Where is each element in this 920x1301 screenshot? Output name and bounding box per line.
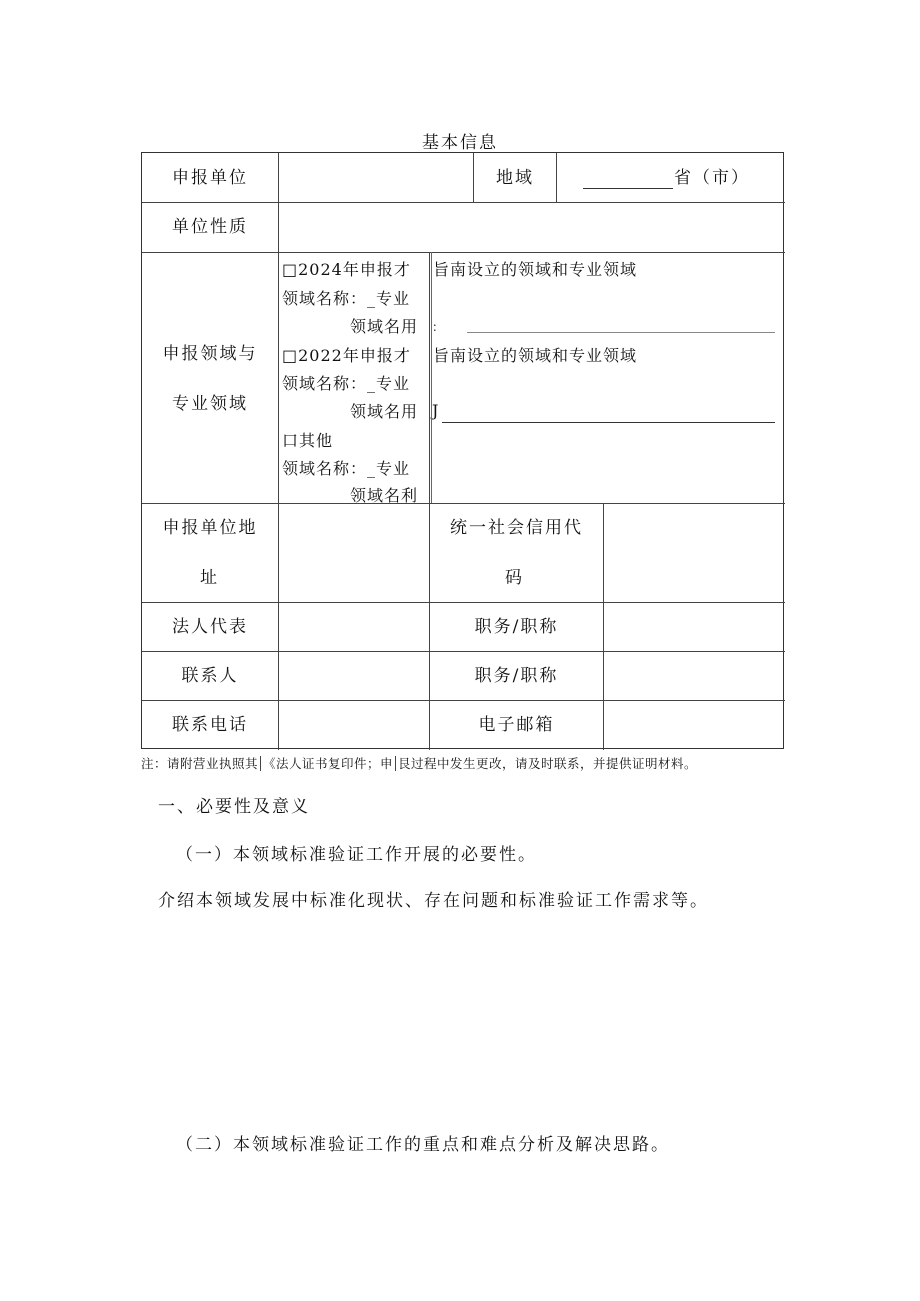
address-value[interactable]: [279, 503, 429, 602]
note-part-2: 《法人证书复印件；申: [260, 756, 393, 771]
option-2024[interactable]: □2024年申报才: [282, 260, 411, 279]
position-value[interactable]: [604, 602, 785, 651]
legal-rep-label: 法人代表: [172, 616, 248, 637]
subsection-heading-1: （一）本领域标准验证工作开展的必要性。: [176, 845, 537, 865]
table-title: 基本信息: [422, 133, 498, 153]
table-note: [141, 754, 697, 772]
position-label: 职务/职称: [474, 616, 559, 637]
contact-label: 联系人: [181, 665, 239, 686]
subsection-heading-2: （二）本领域标准验证工作的重点和难点分析及解决思路。: [176, 1135, 670, 1155]
email-label: 电子邮箱: [478, 715, 555, 735]
domain-label-line1: 申报领域与: [162, 344, 258, 364]
note-part-1: 注：请附营业执照其: [141, 756, 259, 771]
row-divider: [142, 252, 785, 253]
inner-divider: [431, 252, 432, 503]
option-other[interactable]: 口其他: [282, 431, 334, 450]
address-label-line2: 址: [200, 567, 219, 588]
nature-value[interactable]: [279, 202, 785, 252]
region-value: 省（市）: [674, 167, 750, 188]
address-label-line1: 申报单位地: [162, 518, 258, 538]
col-divider: [556, 153, 557, 202]
note-part-3: 艮过程中发生更改，请及时联系，并提供证明材料。: [395, 756, 697, 771]
domain-name-label: 领域名称：_专业: [282, 459, 411, 478]
domain-2024-blank[interactable]: [467, 332, 775, 333]
phone-label: 联系电话: [172, 715, 248, 735]
region-label: 地域: [496, 167, 534, 188]
unit-value[interactable]: [279, 153, 473, 202]
j-mark: J: [432, 401, 440, 420]
domain-2022-blank[interactable]: [442, 422, 775, 423]
subdomain-name-label: 领域名用: [350, 402, 419, 421]
unit-label: 申报单位: [172, 167, 248, 188]
subdomain-name-label: 领域名用: [350, 317, 419, 336]
phone-value[interactable]: [279, 700, 429, 750]
basic-info-table: [141, 152, 784, 749]
contact-position-label: 职务/职称: [474, 665, 559, 686]
credit-value[interactable]: [604, 503, 785, 602]
credit-label-line2: 码: [505, 567, 524, 588]
legal-rep-value[interactable]: [279, 602, 429, 651]
email-value[interactable]: [604, 700, 785, 750]
subsection-description-1: 介绍本领域发展中标准化现状、存在问题和标准验证工作需求等。: [158, 891, 709, 911]
domain-label-line2: 专业领域: [172, 394, 248, 414]
domain-name-label: 领域名称：_专业: [282, 374, 411, 393]
domain-name-label: 领域名称：_专业: [282, 289, 411, 308]
colon-mark: ：: [432, 320, 446, 334]
subdomain-name-label: 领域名利: [350, 486, 419, 505]
province-blank[interactable]: [583, 188, 673, 189]
nature-label: 单位性质: [172, 217, 248, 237]
option-2022-tail: 旨南设立的领域和专业领域: [433, 346, 638, 365]
option-2024-tail: 旨南设立的领域和专业领域: [433, 260, 638, 279]
section-heading-1: 一、必要性及意义: [158, 797, 310, 817]
option-2022[interactable]: □2022年申报才: [282, 346, 411, 365]
contact-value[interactable]: [279, 651, 429, 700]
credit-label-line1: 统一社会信用代: [450, 518, 583, 538]
contact-position-value[interactable]: [604, 651, 785, 700]
